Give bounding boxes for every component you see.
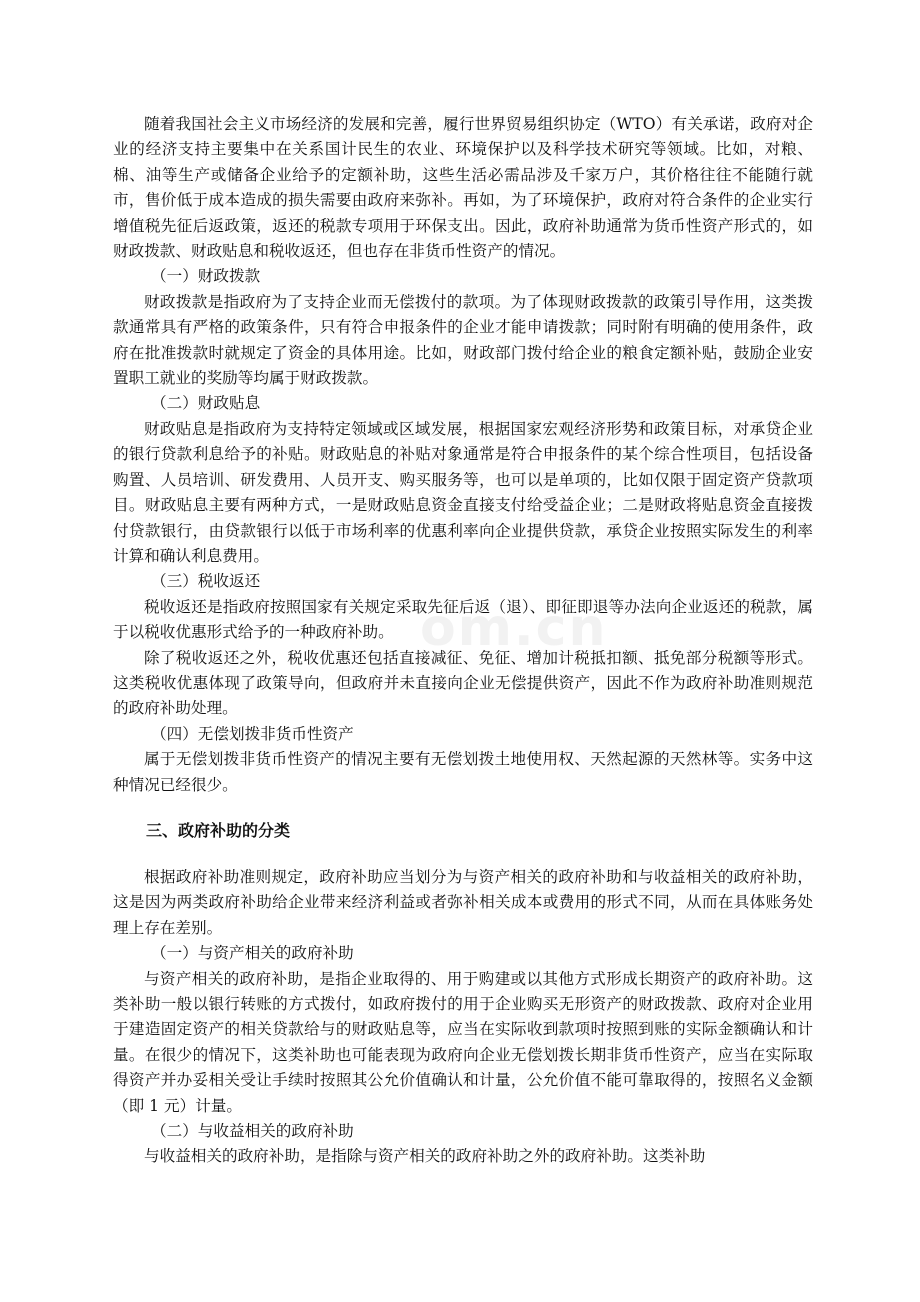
paragraph: 财政拨款是指政府为了支持企业而无偿拨付的款项。为了体现财政拨款的政策引导作用，这类拨款通常具有严格的政策条件，只有符合申报条件的企业才能申请拨款；同时附有明确的使用条件，政府在批准拨款时就规定了资金的具体用途。比如，财政部门拨付给企业的粮食定额补贴，鼓励企业安置职工就业的奖励等均属于财政拨款。 — [113, 292, 813, 388]
paragraph: 财政贴息是指政府为支持特定领域或区域发展，根据国家宏观经济形势和政策目标，对承贷企业的银行贷款利息给予的补贴。财政贴息的补贴对象通常是符合申报条件的某个综合性项目，包括设备购置、人员培训、研发费用、人员开支、购买服务等，也可以是单项的，比如仅限于固定资产贷款项目。财政贴息主要有两种方式，一是财政贴息资金直接支付给受益企业；二是财政将贴息资金直接拨付贷款银行，由贷款银行以低于市场利率的优惠利率向企业提供贷款，承贷企业按照实际发生的利率计算和确认利息费用。 — [113, 419, 813, 565]
paragraph: 税收返还是指政府按照国家有关规定采取先征后返（退）、即征即退等办法向企业返还的税款，属于以税收优惠形式给予的一种政府补助。 — [113, 597, 813, 642]
subheading: （二）财政贴息 — [151, 394, 261, 413]
paragraph: 根据政府补助准则规定，政府补助应当划分为与资产相关的政府补助和与收益相关的政府补助，这是因为两类政府补助给企业带来经济利益或者弥补相关成本或费用的形式不同，从而在具体账务处理上存在差别。 — [113, 867, 813, 937]
section-title: 三、政府补助的分类 — [146, 820, 291, 840]
paragraphs-top — [113, 112, 813, 798]
paragraph: 除了税收返还之外，税收优惠还包括直接减征、免征、增加计税抵扣额、抵免部分税额等形式。这类税收优惠体现了政策导向，但政府并未直接向企业无偿提供资产，因此不作为政府补助准则规范的政府补助处理。 — [113, 648, 813, 718]
paragraph: 属于无偿划拨非货币性资产的情况主要有无偿划拨土地使用权、天然起源的天然林等。实务中这种情况已经很少。 — [113, 750, 813, 794]
paragraphs-bottom — [113, 865, 813, 1170]
paragraph: 与收益相关的政府补助，是指除与资产相关的政府补助之外的政府补助。这类补助 — [144, 1147, 706, 1166]
subheading: （三）税收返还 — [151, 572, 261, 591]
subheading: （一）与资产相关的政府补助 — [151, 944, 354, 963]
watermark: om.cn — [420, 598, 608, 658]
paragraph: 随着我国社会主义市场经济的发展和完善，履行世界贸易组织协定（WTO）有关承诺，政府对企业的经济支持主要集中在关系国计民生的农业、环境保护以及科学技术研究等领域。比如，对粮、棉、油等生产或储备企业给予的定额补助，这些生活必需品涉及千家万户，其价格往往不能随行就市，售价低于成本造成的损失需要由政府来弥补。再如，为了环境保护，政府对符合条件的企业实行增值税先征后返政策，返还的税款专项用于环保支出。因此，政府补助通常为货币性资产形式的，如财政拨款、财政贴息和税收返还，但也存在非货币性资产的情况。 — [113, 115, 813, 261]
subheading: （二）与收益相关的政府补助 — [151, 1122, 354, 1141]
subheading: （四）无偿划拨非货币性资产 — [151, 724, 354, 743]
subheading: （一）财政拨款 — [151, 267, 261, 286]
document-body — [113, 112, 813, 1170]
paragraph: 与资产相关的政府补助，是指企业取得的、用于购建或以其他方式形成长期资产的政府补助。这类补助一般以银行转账的方式拨付，如政府拨付的用于企业购买无形资产的财政拨款、政府对企业用于建造固定资产的相关贷款给与的财政贴息等，应当在实际收到款项时按照到账的实际金额确认和计量。在很少的情况下，这类补助也可能表现为政府向企业无偿划拨长期非货币性资产，应当在实际取得资产并办妥相关受让手续时按照其公允价值确认和计量，公允价值不能可靠取得的，按照名义金额（即 1 元）计量。 — [113, 969, 813, 1115]
